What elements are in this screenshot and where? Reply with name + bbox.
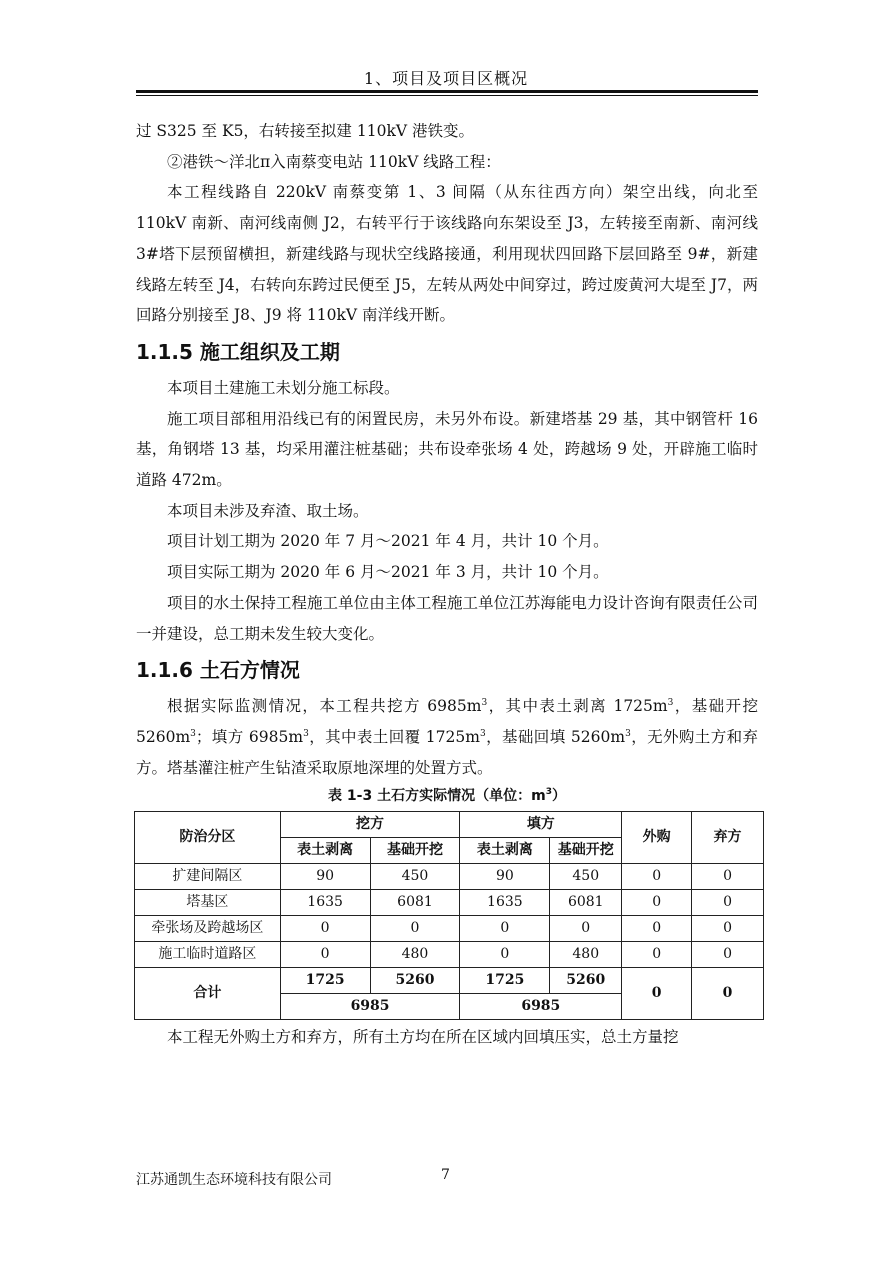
paragraph: 本项目未涉及弃渣、取土场。 [167,501,369,520]
table-header-cell: 基础开挖 [550,838,622,864]
table-cell: 0 [692,916,764,942]
paragraph-earthwork-summary: 根据实际监测情况，本工程共挖方 $6985m^3$，其中表土剥离 $1725m^3$，基础开挖 $5260m^3$；填方 $6985m^3$，其中表土回覆 $1725m^3$，基础回填 $5260m^3$，无外购土方和弃方。塔基灌注桩产生钻渣采取原地深埋的处置方式。 [136,697,759,777]
table-cell: 0 [692,890,764,916]
table-cell: 1635 [460,890,550,916]
paragraph: 本工程无外购土方和弃方，所有土方均在所在区域内回填压实，总土方量挖 [167,1028,679,1047]
table-cell: 480 [370,942,460,968]
paragraph: 过 S325 至 K5，右转接至拟建 110kV 港铁变。 [136,122,474,140]
table-cell: 6081 [550,890,622,916]
table-cell: 1725 [460,968,550,994]
table-cell: 90 [280,864,370,890]
table-cell: 0 [622,864,692,890]
table-cell: 0 [460,916,550,942]
earthwork-table [134,811,764,1020]
table-cell: 0 [622,916,692,942]
table-header-cell: 挖方 [280,812,460,838]
table-cell: 0 [622,968,692,1020]
page-header-title: 1、项目及项目区概况 [363,69,529,88]
table-header-cell: 填方 [460,812,622,838]
paragraph: 本项目土建施工未划分施工标段。 [167,378,400,397]
section-heading-1-1-5: 1.1.5 施工组织及工期 [136,339,340,364]
table-cell: 0 [280,942,370,968]
table-header-cell: 防治分区 [135,812,281,864]
table-row [135,864,764,890]
table-row [135,916,764,942]
table-header-cell: 基础开挖 [370,838,460,864]
table-cell: 0 [550,916,622,942]
table-cell: 塔基区 [135,890,281,916]
table-cell: 施工临时道路区 [135,942,281,968]
table-cell: 0 [692,968,764,1020]
header-rule-thick [136,90,758,93]
table-cell: 6081 [370,890,460,916]
table-cell: 90 [460,864,550,890]
table-caption: 表 1-3 土石方实际情况（单位：$m^3$） [328,787,566,805]
paragraph: 项目计划工期为 2020 年 7 月～2021 年 4 月，共计 10 个月。 [167,532,609,551]
table-cell: 0 [460,942,550,968]
table-cell: 6985 [280,994,460,1020]
table-cell: 0 [370,916,460,942]
table-cell: 450 [550,864,622,890]
paragraph: ②港铁～洋北π入南蔡变电站 110kV 线路工程： [167,152,501,171]
table-cell: 0 [692,864,764,890]
section-heading-1-1-6: 1.1.6 土石方情况 [136,658,300,683]
paragraph: 施工项目部租用沿线已有的闲置民房，未另外布设。新建塔基 29 基，其中钢管杆 16 基，角钢塔 13 基，均采用灌注桩基础；共布设牵张场 4 处，跨越场 9 处，开辟施工临时道路 472m。 [136,409,758,490]
paragraph: 项目实际工期为 2020 年 6 月～2021 年 3 月，共计 10 个月。 [167,563,609,582]
table-total-label: 合计 [135,968,281,1020]
table-cell: 牵张场及跨越场区 [135,916,281,942]
footer-company: 江苏通凯生态环境科技有限公司 [136,1172,332,1188]
table-cell: 0 [280,916,370,942]
table-row [135,890,764,916]
table-cell: 480 [550,942,622,968]
table-header-cell: 表土剥离 [280,838,370,864]
table-cell: 450 [370,864,460,890]
table-total-row [135,968,764,994]
page-number: 7 [441,1167,450,1183]
page-content [136,116,758,1053]
table-header-row [135,812,764,838]
table-cell: 5260 [370,968,460,994]
table-header-cell: 表土剥离 [460,838,550,864]
header-rule-thin [136,95,758,96]
paragraph: 项目的水土保持工程施工单位由主体工程施工单位江苏海能电力设计咨询有限责任公司一并建设，总工期未发生较大变化。 [136,593,758,643]
table-header-cell: 弃方 [692,812,764,864]
table-row [135,942,764,968]
table-cell: 0 [622,942,692,968]
table-cell: 1725 [280,968,370,994]
table-cell: 5260 [550,968,622,994]
table-cell: 6985 [460,994,622,1020]
table-cell: 0 [692,942,764,968]
table-cell: 0 [622,890,692,916]
table-cell: 1635 [280,890,370,916]
table-cell: 扩建间隔区 [135,864,281,890]
paragraph: 本工程线路自 220kV 南蔡变第 1、3 间隔（从东往西方向）架空出线，向北至 110kV 南新、南河线南侧 J2，右转平行于该线路向东架设至 J3，左转接至南新、南河线 3#塔下层预留横担，新建线路与现状空线路接通，利用现状四回路下层回路至 9#，新建线路左转至 J4，右转向东跨过民便至 J5，左转从两处中间穿过，跨过废黄河大堤至 J7，两回路分别接至 J8、J9 将 110kV 南洋线开断。 [136,183,758,325]
table-header-cell: 外购 [622,812,692,864]
